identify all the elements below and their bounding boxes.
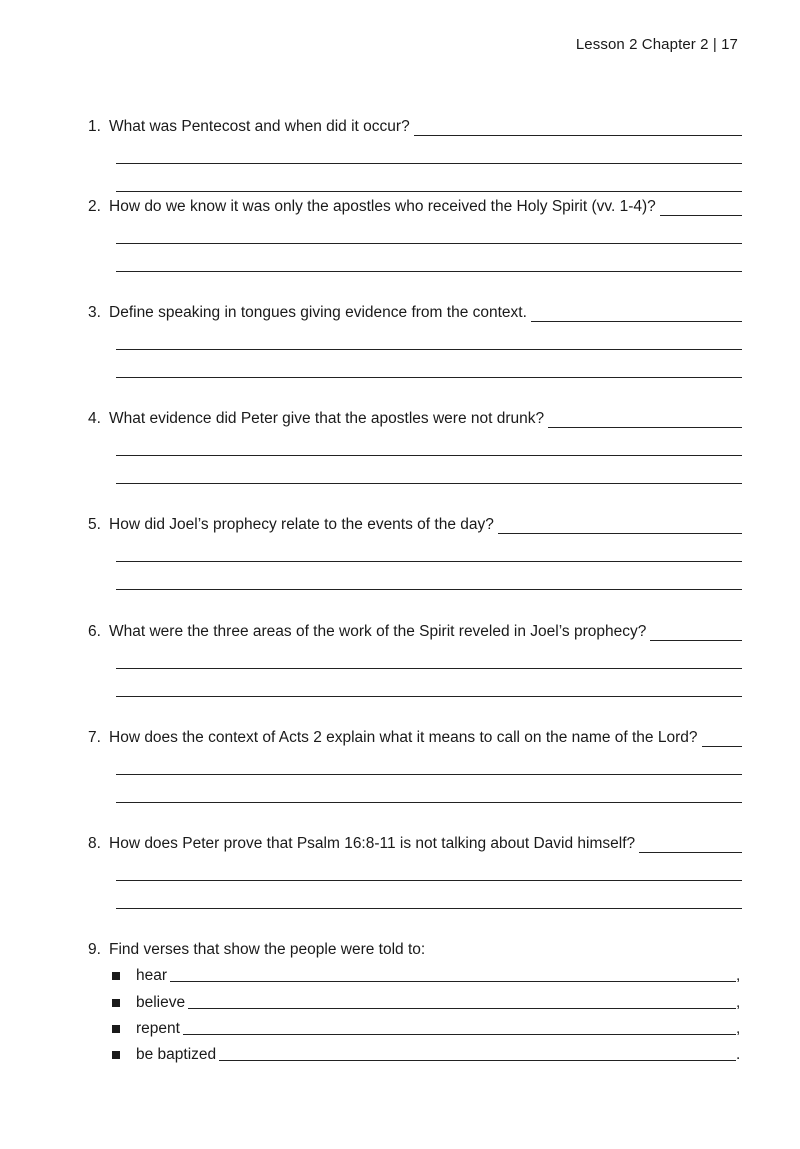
answer-line[interactable] xyxy=(116,774,742,775)
item-punctuation: , xyxy=(736,967,741,984)
question-2 xyxy=(88,192,742,272)
question-text: What evidence did Peter give that the apostles were not drunk? xyxy=(109,410,545,427)
question-text: What were the three areas of the work of the Spirit reveled in Joel’s prophecy? xyxy=(109,623,647,640)
item-label: repent xyxy=(136,1020,180,1037)
item-punctuation: . xyxy=(736,1046,741,1063)
question-3 xyxy=(88,298,742,378)
question-text: Find verses that show the people were told to: xyxy=(109,941,426,958)
answer-line[interactable] xyxy=(116,163,742,164)
question-number: 3. xyxy=(88,304,101,321)
list-item-hear xyxy=(112,963,742,985)
question-number: 8. xyxy=(88,835,101,852)
question-9 xyxy=(88,935,742,959)
item-punctuation: , xyxy=(736,1020,741,1037)
question-text: What was Pentecost and when did it occur? xyxy=(109,118,410,135)
question-1 xyxy=(88,112,742,192)
bullet-icon xyxy=(112,1025,120,1033)
answer-blank[interactable] xyxy=(170,980,736,982)
answer-blank[interactable] xyxy=(639,851,742,853)
list-item-believe xyxy=(112,990,742,1012)
item-label: be baptized xyxy=(136,1046,217,1063)
question-6 xyxy=(88,617,742,697)
question-number: 2. xyxy=(88,198,101,215)
bullet-icon xyxy=(112,1051,120,1059)
bullet-icon xyxy=(112,999,120,1007)
answer-line[interactable] xyxy=(116,880,742,881)
question-7 xyxy=(88,723,742,803)
item-punctuation: , xyxy=(736,994,741,1011)
answer-blank[interactable] xyxy=(650,639,742,641)
question-5 xyxy=(88,510,742,590)
answer-blank[interactable] xyxy=(660,214,742,216)
answer-blank[interactable] xyxy=(188,1007,736,1009)
answer-blank[interactable] xyxy=(219,1059,736,1061)
question-number: 5. xyxy=(88,516,101,533)
question-text: Define speaking in tongues giving evidence from the context. xyxy=(109,304,527,321)
item-label: believe xyxy=(136,994,186,1011)
answer-line[interactable] xyxy=(116,802,742,803)
answer-blank[interactable] xyxy=(531,320,742,322)
answer-line[interactable] xyxy=(116,908,742,909)
answer-line[interactable] xyxy=(116,483,742,484)
question-number: 4. xyxy=(88,410,101,427)
question-text: How do we know it was only the apostles who received the Holy Spirit (vv. 1-4)? xyxy=(109,198,656,215)
answer-line[interactable] xyxy=(116,561,742,562)
answer-line[interactable] xyxy=(116,349,742,350)
answer-blank[interactable] xyxy=(498,532,742,534)
item-label: hear xyxy=(136,967,168,984)
page-header: Lesson 2 Chapter 2 | 17 xyxy=(575,36,738,53)
question-text: How does the context of Acts 2 explain what it means to call on the name of the Lord? xyxy=(109,729,698,746)
bullet-icon xyxy=(112,972,120,980)
answer-line[interactable] xyxy=(116,271,742,272)
question-text: How did Joel’s prophecy relate to the events of the day? xyxy=(109,516,494,533)
answer-line[interactable] xyxy=(116,455,742,456)
question-number: 1. xyxy=(88,118,101,135)
question-number: 6. xyxy=(88,623,101,640)
question-number: 9. xyxy=(88,941,101,958)
list-item-repent xyxy=(112,1016,742,1038)
answer-blank[interactable] xyxy=(414,134,742,136)
answer-line[interactable] xyxy=(116,589,742,590)
answer-line[interactable] xyxy=(116,243,742,244)
answer-line[interactable] xyxy=(116,377,742,378)
question-number: 7. xyxy=(88,729,101,746)
answer-blank[interactable] xyxy=(548,426,742,428)
question-8 xyxy=(88,829,742,909)
answer-line[interactable] xyxy=(116,696,742,697)
question-text: How does Peter prove that Psalm 16:8-11 is not talking about David himself? xyxy=(109,835,636,852)
question-4 xyxy=(88,404,742,484)
answer-blank[interactable] xyxy=(702,745,743,747)
answer-line[interactable] xyxy=(116,668,742,669)
answer-blank[interactable] xyxy=(183,1033,736,1035)
list-item-be-baptized xyxy=(112,1042,742,1064)
